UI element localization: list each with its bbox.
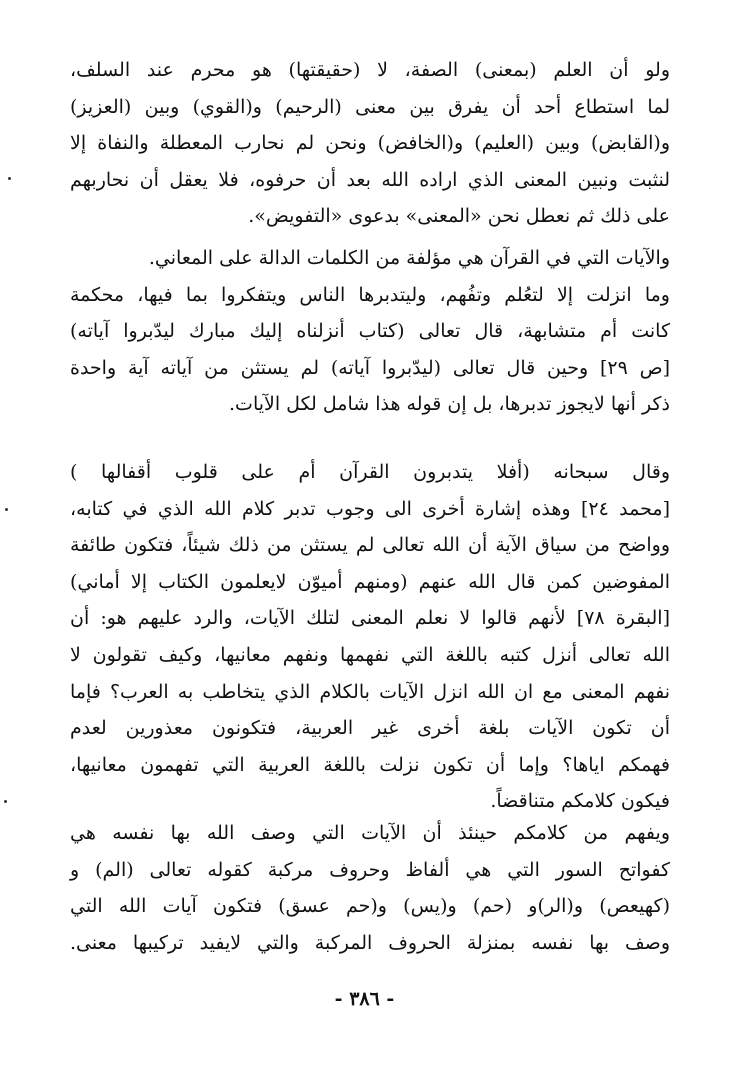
text-line: وما انزلت إلا لتعُلم وتفُهم، وليتدبرها الناس ويتفكروا بما فيها، محكمة — [70, 283, 670, 306]
text-line: أن تكون الآيات بلغة أخرى غير العربية، فتكونون معذورين لعدم — [70, 717, 670, 740]
text-line: ويفهم من كلامكم حينئذ أن الآيات التي وصف الله بها نفسه هي — [70, 822, 670, 844]
margin-mark — [4, 800, 7, 803]
text-line: وواضح من سياق الآية أن الله تعالى لم يستثن من ذلك شيئاً، فتكون طائفة — [70, 534, 670, 557]
text-line: وقال سبحانه (أفلا يتدبرون القرآن أم على قلوب أقفالها ) — [70, 461, 670, 483]
text-line: الله تعالى أنزل كتبه باللغة التي نفهمها ونفهم معانيها، وكيف تقولون لا — [70, 643, 670, 666]
text-line: [محمد ٢٤] وهذه إشارة أخرى الى وجوب تدبر كلام الله الذي في كتابه، — [70, 497, 670, 520]
paragraph — [70, 454, 670, 820]
text-line: والآيات التي في القرآن هي مؤلفة من الكلمات الدالة على المعاني. — [148, 247, 670, 269]
text-line: فيكون كلامكم متناقضاً. — [490, 790, 670, 813]
text-line: [ص ٢٩] وحين قال تعالى (ليدّبروا آياته) لم يستثن من آياته آية واحدة — [70, 356, 670, 379]
text-line: ذكر أنها لايجوز تدبرها، بل إن قوله هذا شامل لكل الآيات. — [229, 393, 670, 416]
text-line: [البقرة ٧٨] لأنهم قالوا لا نعلم المعنى لتلك الآيات، والرد عليهم هو: أن — [70, 607, 670, 630]
page-number: - ٣٨٦ - — [334, 988, 395, 1010]
paragraph — [70, 815, 670, 961]
text-line: فهمكم اياها؟ وإما أن تكون نزلت باللغة العربية التي تفهمون معانيها، — [70, 753, 670, 776]
text-line: ولو أن العلم (بمعنى) الصفة، لا (حقيقتها) هو محرم عند السلف، — [70, 59, 670, 81]
text-line: على ذلك ثم نعطل نحن «المعنى» بدعوى «التفويض». — [248, 205, 670, 228]
margin-mark — [5, 508, 8, 511]
text-line: (كهيعص) و(الر)و (حم) و(يس) و(حم عسق) فتكون آيات الله التي — [70, 895, 670, 918]
paragraph — [70, 240, 670, 423]
text-line: لما استطاع أحد أن يفرق بين معنى (الرحيم) و(القوي) وبين (العزيز) — [70, 95, 670, 118]
text-line: نفهم المعنى مع ان الله انزل الآيات بالكلام الذي يتخاطب به العرب؟ فإما — [70, 680, 670, 703]
text-line: المفوضين كمن قال الله عنهم (ومنهم أميوّن لايعلمون الكتاب إلا أماني) — [70, 570, 670, 593]
text-line: و(القابض) وبين (العليم) و(الخافض) ونحن لم نحارب المعطلة والنفاة إلا — [70, 132, 670, 155]
text-line: كفواتح السور التي هي ألفاظ وحروف مركبة كقوله تعالى (الم) و — [70, 858, 670, 881]
margin-mark — [8, 177, 11, 180]
text-line: كانت أم متشابهة، قال تعالى (كتاب أنزلناه إليك مبارك ليدّبروا آياته) — [70, 320, 670, 343]
text-line: لنثبت ونبين المعنى الذي اراده الله بعد أن حرفوه، فلا يعقل أن نحاربهم — [70, 168, 670, 191]
text-line: وصف بها نفسه بمنزلة الحروف المركبة والتي لايفيد تركيبها معنى. — [70, 931, 670, 954]
paragraph — [70, 52, 670, 235]
